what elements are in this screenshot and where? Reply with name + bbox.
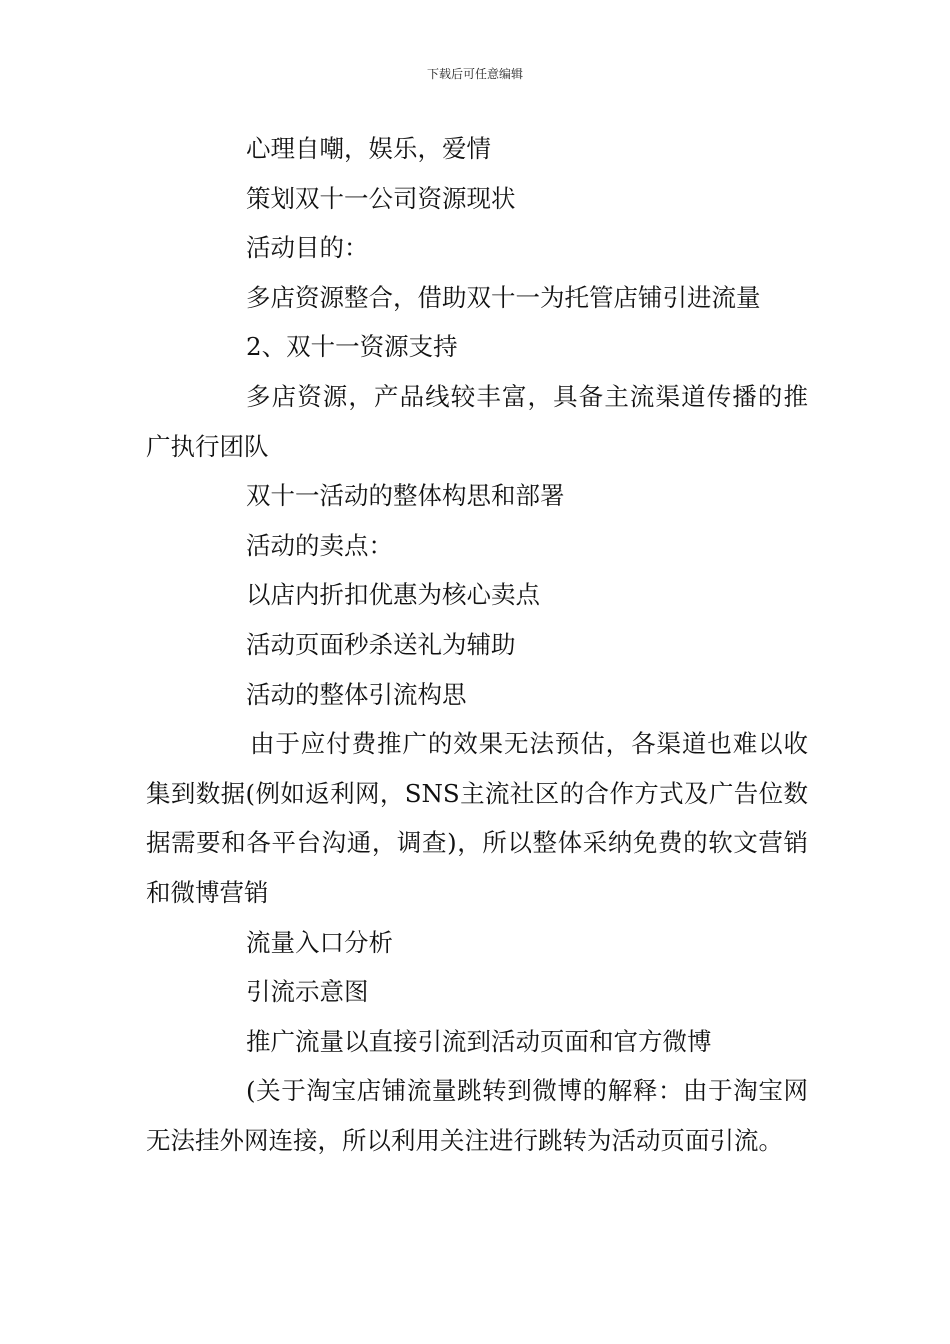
paragraph: 以店内折扣优惠为核心卖点 xyxy=(246,580,540,610)
paragraph: 由于应付费推广的效果无法预估，各渠道也难以收集到数据(例如返利网，SNS主流社区的合作方式及广告位数据需要和各平台沟通，调查)，所以整体采纳免费的软文营销和微博营销 xyxy=(146,729,808,907)
paragraph: 心理自嘲，娱乐，爱情 xyxy=(246,134,491,163)
paragraph: 多店资源，产品线较丰富，具备主流渠道传播的推广执行团队 xyxy=(146,381,808,461)
page-header: 下载后可任意编辑 xyxy=(426,67,523,81)
paragraph: (关于淘宝店铺流量跳转到微博的解释：由于淘宝网无法挂外网连接，所以利用关注进行跳转为活动页面引流。 xyxy=(146,1076,808,1155)
document-body xyxy=(146,124,808,1165)
paragraph: 推广流量以直接引流到活动页面和官方微博 xyxy=(246,1026,712,1056)
paragraph: 活动页面秒杀送礼为辅助 xyxy=(246,629,516,659)
paragraph: 活动目的： xyxy=(246,233,369,263)
paragraph: 双十一活动的整体构思和部署 xyxy=(246,481,565,511)
paragraph: 多店资源整合，借助双十一为托管店铺引进流量 xyxy=(246,282,761,312)
paragraph: 活动的整体引流构思 xyxy=(246,679,467,709)
paragraph: 2、双十一资源支持 xyxy=(246,332,458,362)
paragraph: 活动的卖点： xyxy=(246,530,393,560)
paragraph: 策划双十一公司资源现状 xyxy=(246,183,516,213)
paragraph: 引流示意图 xyxy=(246,977,369,1007)
paragraph: 流量入口分析 xyxy=(246,927,393,957)
